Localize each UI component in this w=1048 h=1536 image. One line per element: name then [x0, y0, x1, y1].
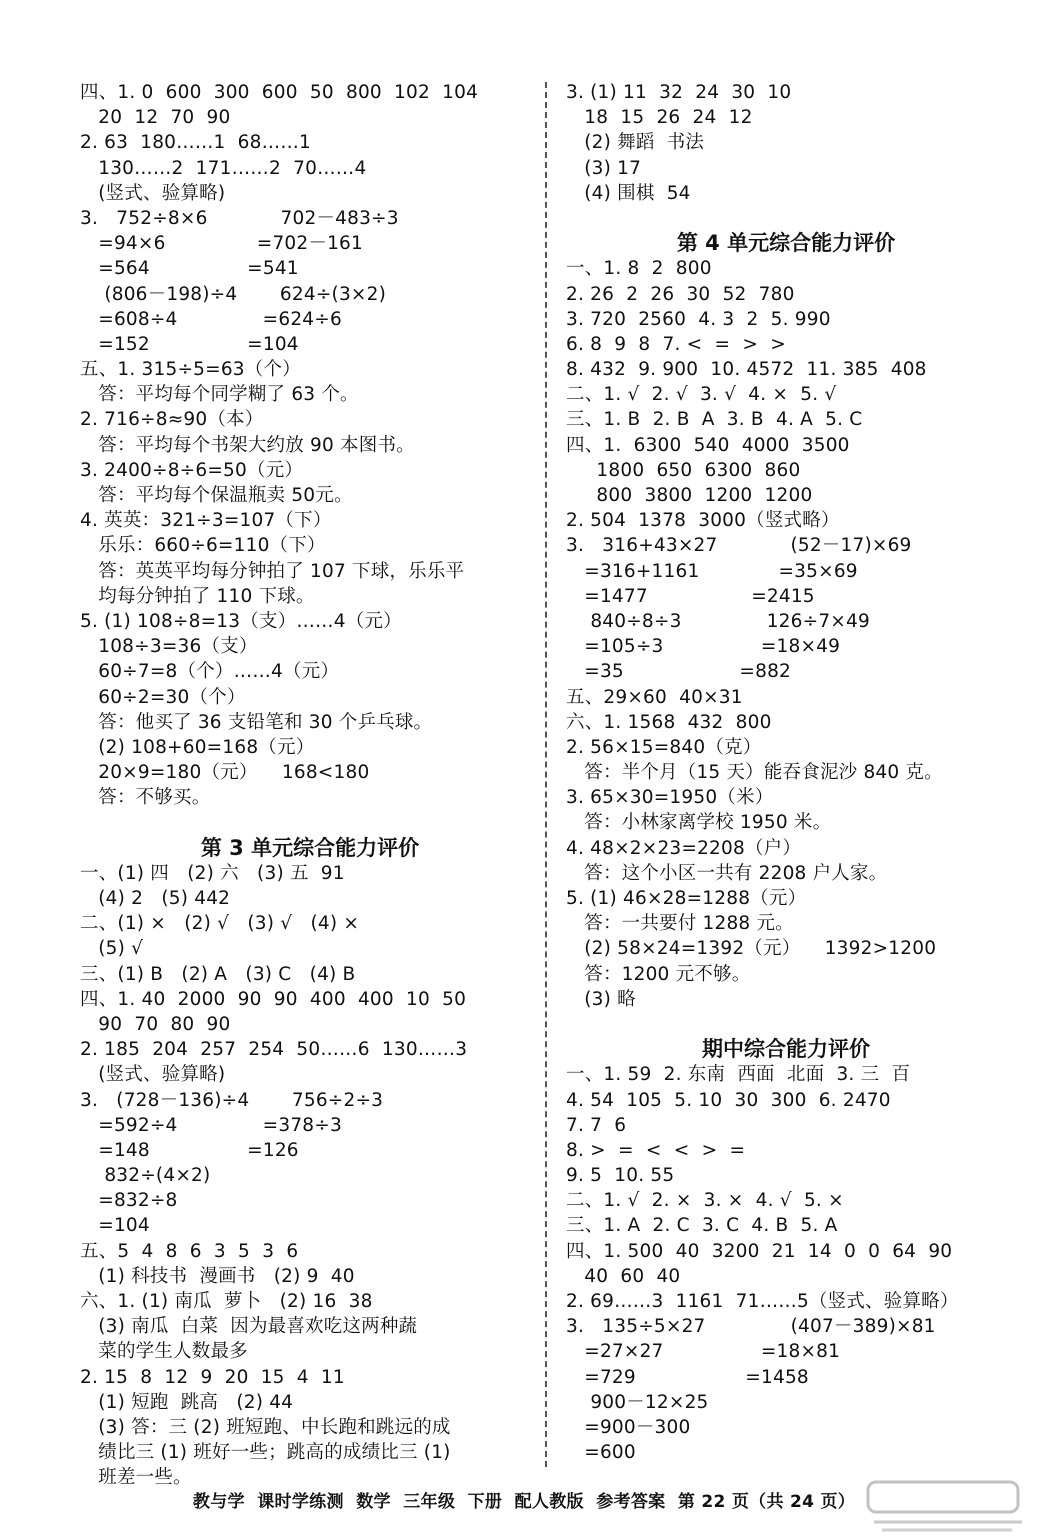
section-heading: 期中综合能力评价 — [702, 1037, 870, 1062]
answer-line: (1) 科技书 漫画书 (2) 9 40 — [80, 1265, 355, 1287]
answer-line: 3. (728－136)÷4 756÷2÷3 — [80, 1089, 384, 1111]
answer-line: 3. (1) 11 32 24 30 10 — [566, 82, 792, 103]
answer-line: 8. > = < < > = — [566, 1139, 746, 1161]
answer-line: 三、1. A 2. C 3. C 4. B 5. A — [566, 1215, 838, 1237]
answer-line: 20×9=180（元） 168<180 — [80, 762, 370, 784]
answer-line: (2) 108+60=168（元） — [80, 736, 315, 758]
answer-line: 五、5 4 8 6 3 5 3 6 — [80, 1240, 299, 1262]
answer-line: 三、1. B 2. B A 3. B 4. A 5. C — [566, 409, 863, 431]
answer-line: 5. (1) 108÷8=13（支）……4（元） — [80, 610, 402, 632]
answer-line: 答：他买了 36 支铅笔和 30 个乒乓球。 — [80, 711, 433, 733]
answer-line: =564 =541 — [80, 258, 299, 280]
right-column — [566, 80, 1006, 1465]
answer-line: 四、1. 6300 540 4000 3500 — [566, 434, 850, 456]
answer-line — [566, 1012, 1006, 1037]
answer-line: (竖式、验算略) — [80, 1064, 226, 1086]
answer-line: 7. 7 6 — [566, 1114, 627, 1136]
answer-line: (1) 短跑 跳高 (2) 44 — [80, 1391, 294, 1413]
answer-line: 绩比三 (1) 班好一些；跳高的成绩比三 (1) — [80, 1442, 451, 1464]
answer-line: =316+1161 =35×69 — [566, 560, 858, 582]
answer-line: =592÷4 =378÷3 — [80, 1114, 342, 1136]
answer-line: 五、1. 315÷5=63（个） — [80, 359, 301, 381]
answer-line: 8. 432 9. 900 10. 4572 11. 385 408 — [566, 359, 927, 381]
answer-line: =152 =104 — [80, 333, 299, 355]
answer-line: 5. (1) 46×28=1288（元） — [566, 888, 807, 909]
answer-line: 2. 69……3 1161 71……5（竖式、验算略） — [566, 1291, 959, 1312]
answer-line: 答：英英平均每分钟拍了 107 下球，乐乐平 — [80, 560, 465, 582]
answer-line: 60÷2=30（个） — [80, 686, 246, 708]
answer-line: (竖式、验算略) — [80, 182, 226, 204]
answer-line: =608÷4 =624÷6 — [80, 308, 342, 330]
answer-line: 3. 316+43×27 (52－17)×69 — [566, 535, 912, 557]
answer-line: 4. 48×2×23=2208（户） — [566, 837, 802, 859]
answer-line — [566, 206, 1006, 231]
answer-line: =600 — [566, 1442, 636, 1464]
answer-line: 3. 2400÷8÷6=50（元） — [80, 459, 304, 481]
answer-line: (4) 围棋 54 — [566, 182, 691, 204]
page-footer: 教与学 课时学练测 数学 三年级 下册 配人教版 参考答案 第 22 页（共 24 页） — [192, 1492, 856, 1512]
answer-line — [80, 810, 540, 835]
answer-line: 3. 752÷8×6 702－483÷3 — [80, 207, 399, 229]
answer-line: (2) 58×24=1392（元） 1392>1200 — [566, 938, 937, 960]
answer-line: =832÷8 — [80, 1190, 178, 1212]
answer-line: (4) 2 (5) 442 — [80, 888, 231, 909]
answer-line: 3. 65×30=1950（米） — [566, 787, 774, 809]
answer-line: 108÷3=36（支） — [80, 636, 258, 658]
answer-line: 840÷8÷3 126÷7×49 — [566, 610, 870, 632]
answer-line: 800 3800 1200 1200 — [566, 485, 813, 506]
answer-line: 3. 135÷5×27 (407－389)×81 — [566, 1316, 936, 1338]
answer-line: 三、(1) B (2) A (3) C (4) B — [80, 963, 356, 985]
answer-line: 四、1. 500 40 3200 21 14 0 0 64 90 — [566, 1240, 953, 1262]
answer-line: 四、1. 0 600 300 600 50 800 102 104 — [80, 82, 479, 103]
answer-line: =148 =126 — [80, 1139, 299, 1161]
answer-line: 9. 5 10. 55 — [566, 1165, 675, 1187]
answer-line: 20 12 70 90 — [80, 107, 231, 129]
answer-line: 班差一些。 — [80, 1467, 192, 1489]
answer-line: 答：不够买。 — [80, 787, 211, 809]
watermark-logo — [862, 1478, 1032, 1536]
answer-line: =729 =1458 — [566, 1366, 809, 1388]
answer-line: 2. 56×15=840（克） — [566, 736, 762, 758]
answer-line: =104 — [80, 1215, 150, 1237]
answer-line: 均每分钟拍了 110 下球。 — [80, 585, 315, 607]
answer-line: 40 60 40 — [566, 1265, 681, 1287]
answer-line: 答：平均每个同学糊了 63 个。 — [80, 384, 359, 406]
answer-line: (3) 略 — [566, 988, 636, 1010]
answer-line: 2. 504 1378 3000（竖式略） — [566, 510, 840, 532]
answer-line: (5) √ — [80, 938, 144, 960]
answer-line: 四、1. 40 2000 90 90 400 400 10 50 — [80, 988, 467, 1010]
answer-line: 6. 8 9 8 7. < = > > — [566, 333, 786, 355]
answer-line: 答：半个月（15 天）能吞食泥沙 840 克。 — [566, 762, 943, 784]
answer-line: =105÷3 =18×49 — [566, 636, 841, 658]
answer-line: 2. 716÷8≈90（本） — [80, 409, 264, 431]
answer-line: 4. 英英：321÷3=107（下） — [80, 510, 332, 532]
answer-line: 3. 720 2560 4. 3 2 5. 990 — [566, 308, 831, 330]
answer-line: 答：1200 元不够。 — [566, 963, 751, 985]
answer-line: 900－12×25 — [566, 1391, 709, 1413]
answer-line: (3) 答：三 (2) 班短跑、中长跑和跳远的成 — [80, 1416, 451, 1438]
answer-line: 答：平均每个书架大约放 90 本图书。 — [80, 434, 415, 456]
answer-line: 18 15 26 24 12 — [566, 107, 753, 129]
answer-line: =94×6 =702－161 — [80, 233, 363, 255]
answer-line: 六、1. (1) 南瓜 萝卜 (2) 16 38 — [80, 1291, 373, 1312]
answer-line: 答：一共要付 1288 元。 — [566, 913, 794, 935]
answer-line: 2. 15 8 12 9 20 15 4 11 — [80, 1366, 345, 1388]
answer-line: 二、1. √ 2. √ 3. √ 4. × 5. √ — [566, 384, 837, 406]
column-divider — [545, 82, 547, 1467]
answer-line: 二、(1) × (2) √ (3) √ (4) × — [80, 913, 360, 935]
answer-line: 答：这个小区一共有 2208 户人家。 — [566, 862, 888, 884]
answer-line: =35 =882 — [566, 661, 792, 683]
left-column — [80, 80, 540, 1491]
answer-line: 答：平均每个保温瓶卖 50元。 — [80, 485, 353, 506]
answer-line: 答：小林家离学校 1950 米。 — [566, 812, 832, 834]
answer-line: (2) 舞蹈 书法 — [566, 132, 705, 154]
answer-line: 菜的学生人数最多 — [80, 1341, 248, 1363]
answer-line: 90 70 80 90 — [80, 1013, 231, 1035]
answer-line: 4. 54 105 5. 10 30 300 6. 2470 — [566, 1089, 891, 1111]
section-heading: 第 4 单元综合能力评价 — [676, 231, 896, 256]
answer-line: 2. 63 180……1 68……1 — [80, 132, 311, 154]
answer-line: 1800 650 6300 860 — [566, 459, 801, 481]
section-heading: 第 3 单元综合能力评价 — [200, 835, 420, 860]
answer-line: 130……2 171……2 70……4 — [80, 157, 367, 179]
answer-line: 乐乐：660÷6=110（下） — [80, 535, 326, 557]
answer-line: =1477 =2415 — [566, 585, 815, 607]
answer-line: (3) 17 — [566, 157, 642, 179]
answer-line: 832÷(4×2) — [80, 1165, 211, 1187]
answer-line: (806－198)÷4 624÷(3×2) — [80, 283, 387, 305]
answer-line: 60÷7=8（个）……4（元） — [80, 661, 340, 683]
answer-line: (3) 南瓜 白菜 因为最喜欢吃这两种蔬 — [80, 1316, 418, 1338]
answer-line: 2. 185 204 257 254 50……6 130……3 — [80, 1039, 468, 1061]
answer-line: 六、1. 1568 432 800 — [566, 711, 772, 733]
answer-line: 一、1. 8 2 800 — [566, 258, 712, 280]
answer-line: =27×27 =18×81 — [566, 1341, 841, 1363]
answer-line: 二、1. √ 2. × 3. × 4. √ 5. × — [566, 1190, 844, 1212]
answer-line: 五、29×60 40×31 — [566, 686, 743, 708]
answer-line: 一、(1) 四 (2) 六 (3) 五 91 — [80, 862, 345, 884]
answer-line: 2. 26 2 26 30 52 780 — [566, 283, 795, 305]
answer-line: 一、1. 59 2. 东南 西面 北面 3. 三 百 — [566, 1064, 911, 1086]
answer-line: =900－300 — [566, 1416, 691, 1438]
